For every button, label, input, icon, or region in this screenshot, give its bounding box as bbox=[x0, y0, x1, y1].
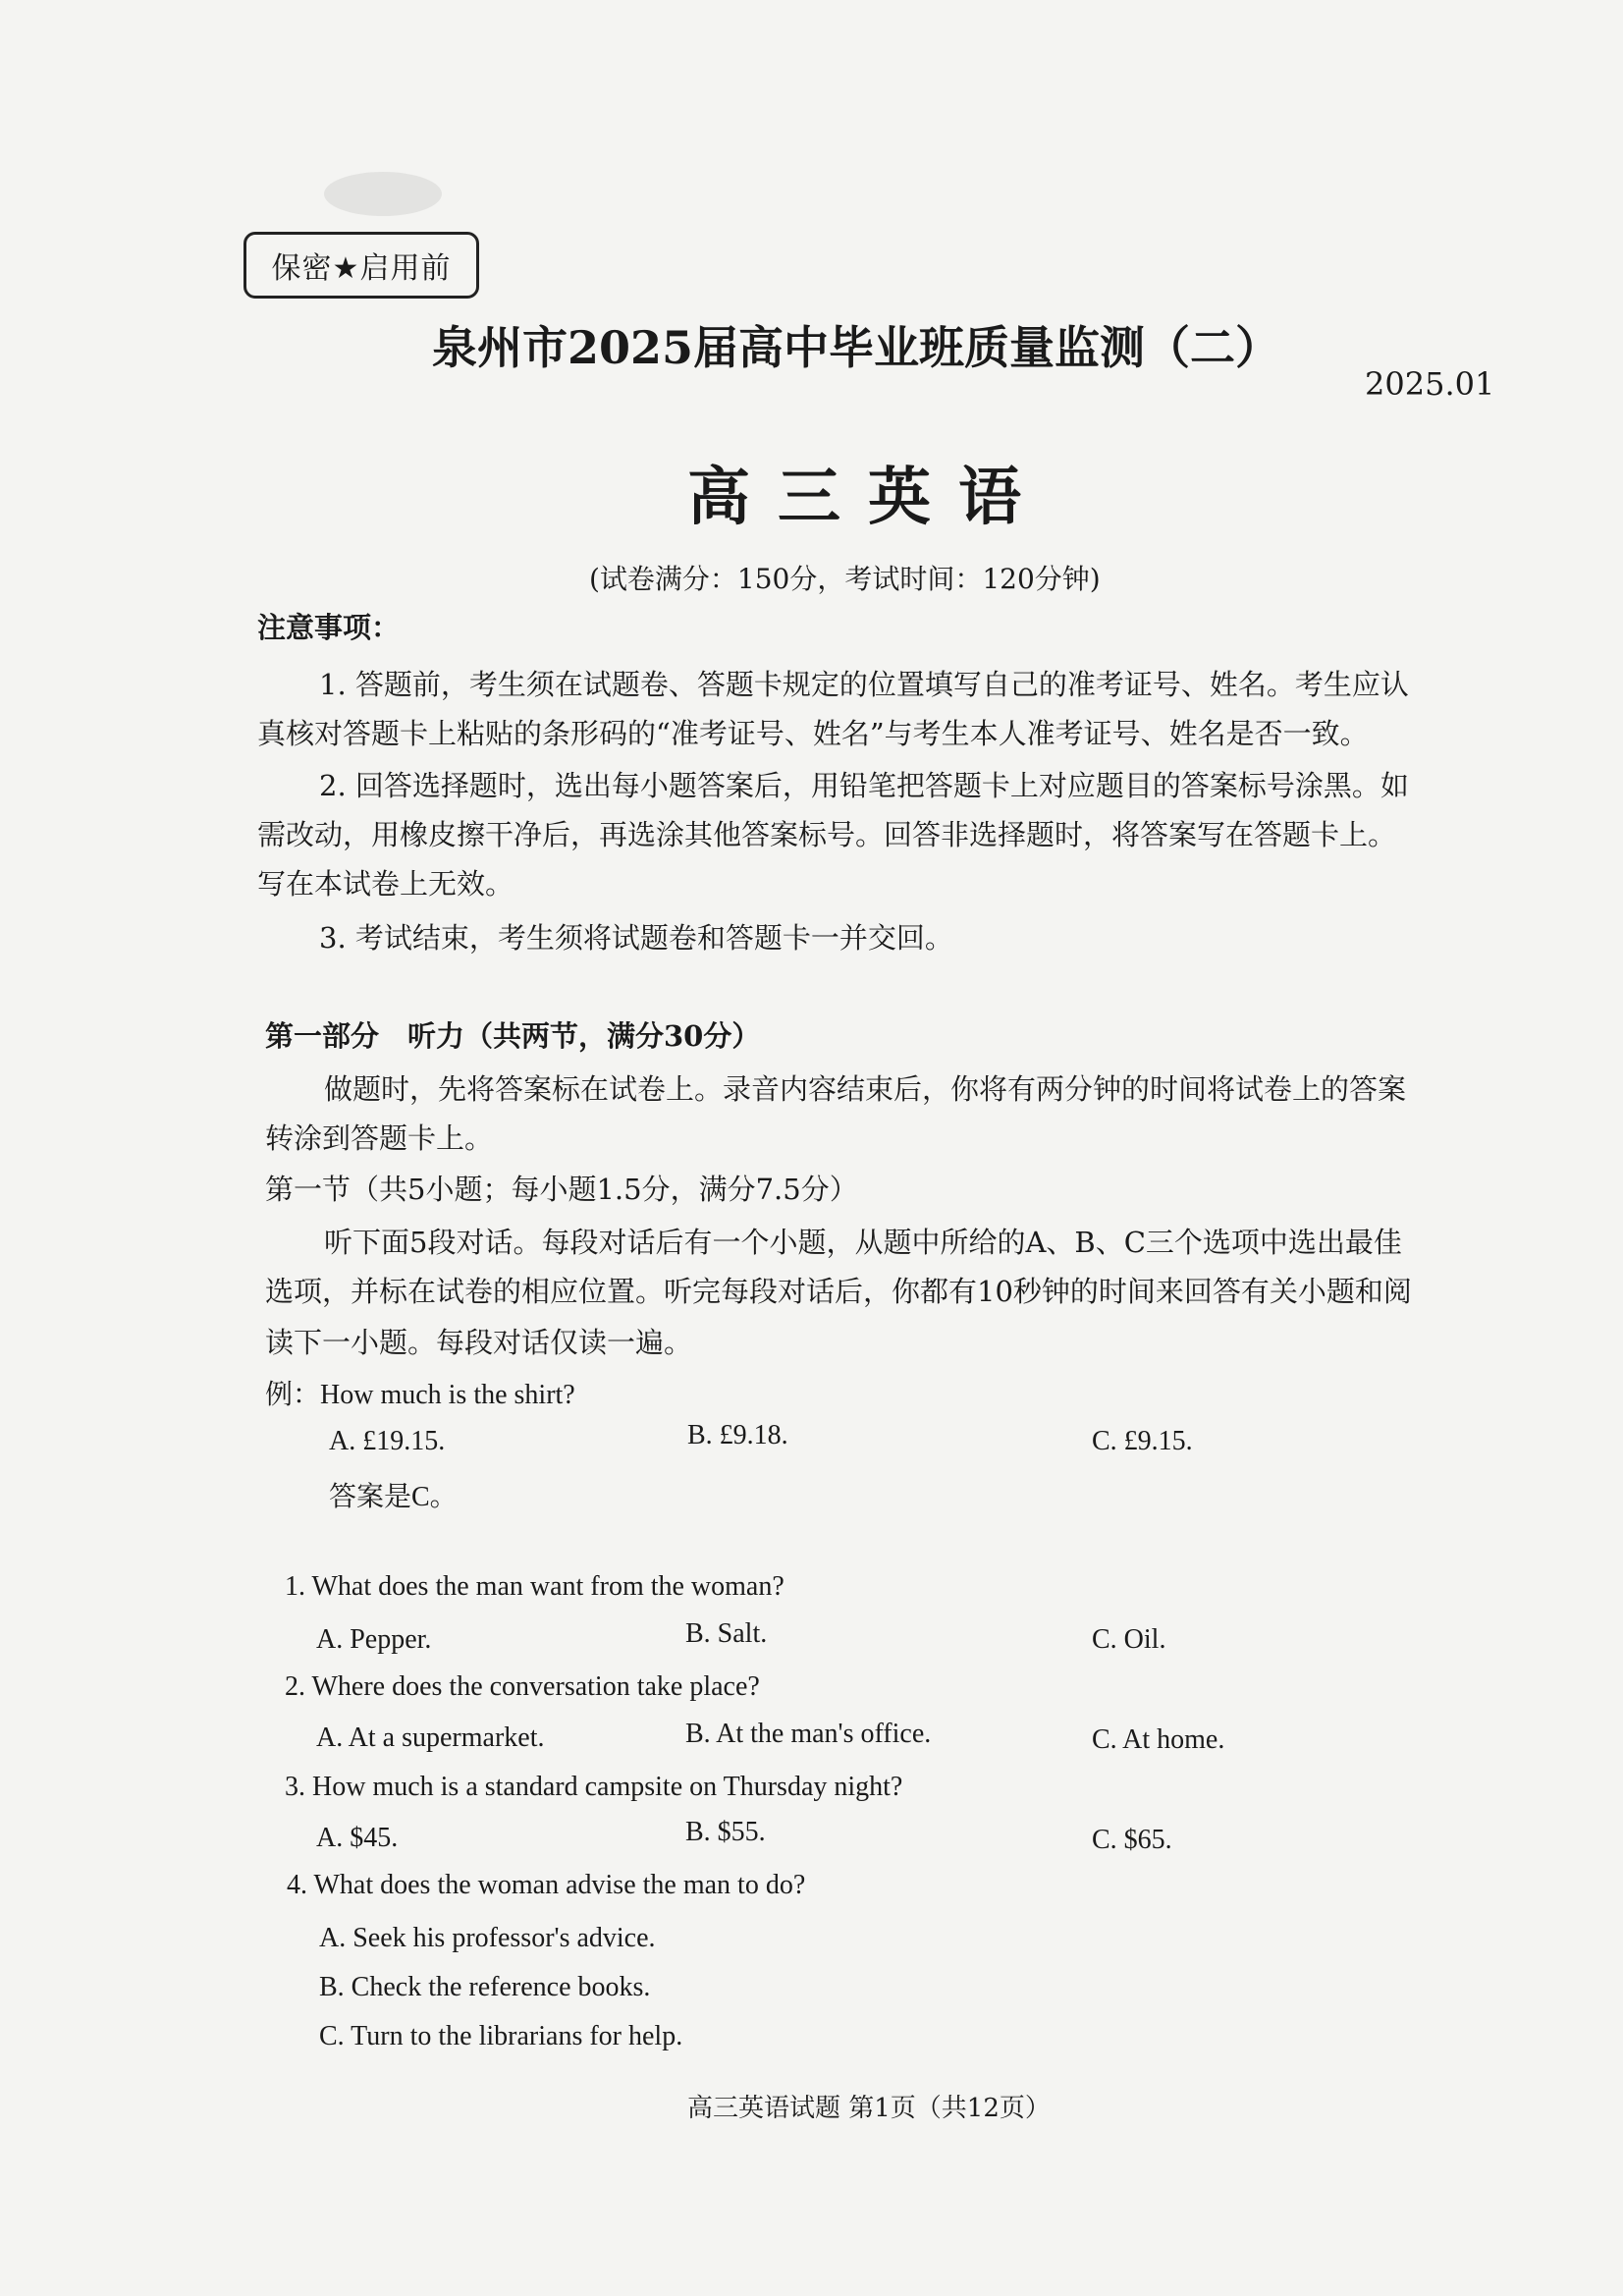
question-1-option-c: C. Oil. bbox=[1092, 1624, 1166, 1655]
example-option-c: C. £9.15. bbox=[1092, 1426, 1193, 1456]
example-answer: 答案是C。 bbox=[329, 1482, 458, 1512]
section1-desc-line-2: 选项，并标在试卷的相应位置。听完每段对话后，你都有10秒钟的时间来回答有关小题和阅 bbox=[265, 1275, 1412, 1308]
example-question: 例：How much is the shirt? bbox=[265, 1380, 575, 1410]
question-2-option-c: C. At home. bbox=[1092, 1724, 1225, 1755]
notice-heading: 注意事项： bbox=[257, 611, 401, 644]
question-2-option-b: B. At the man's office. bbox=[685, 1719, 932, 1749]
page-footer: 高三英语试题 第1页（共12页） bbox=[687, 2094, 1051, 2123]
subject-title: 高三英语 bbox=[687, 461, 1049, 534]
question-2: 2. Where does the conversation take place? bbox=[285, 1671, 760, 1702]
section1-desc-line-3: 读下一小题。每段对话仅读一遍。 bbox=[265, 1326, 693, 1359]
part1-desc-line-2: 转涂到答题卡上。 bbox=[265, 1121, 494, 1155]
question-4-option-a: A. Seek his professor's advice. bbox=[319, 1923, 656, 1953]
exam-info: (试卷满分：150分，考试时间：120分钟) bbox=[589, 563, 1101, 595]
question-1-option-a: A. Pepper. bbox=[316, 1624, 432, 1655]
question-4-option-b: B. Check the reference books. bbox=[319, 1972, 651, 2002]
notice-item-1-line-2: 真核对答题卡上粘贴的条形码的“准考证号、姓名”与考生本人准考证号、姓名是否一致。 bbox=[257, 717, 1369, 750]
question-2-option-a: A. At a supermarket. bbox=[316, 1722, 545, 1753]
question-3: 3. How much is a standard campsite on Thursday night? bbox=[285, 1772, 903, 1802]
question-3-option-c: C. $65. bbox=[1092, 1825, 1172, 1855]
exam-date: 2025.01 bbox=[1365, 365, 1495, 403]
notice-item-2-line-1: 2. 回答选择题时，选出每小题答案后，用铅笔把答题卡上对应题目的答案标号涂黑。如 bbox=[319, 769, 1409, 802]
confidential-label: 保密★启用前 bbox=[243, 232, 479, 299]
example-option-b: B. £9.18. bbox=[687, 1420, 788, 1450]
notice-item-3: 3. 考试结束，考生须将试题卷和答题卡一并交回。 bbox=[319, 921, 953, 955]
part1-heading: 第一部分 听力（共两节，满分30分） bbox=[265, 1019, 761, 1053]
part1-desc-line-1: 做题时，先将答案标在试卷上。录音内容结束后，你将有两分钟的时间将试卷上的答案 bbox=[324, 1072, 1407, 1106]
question-4: 4. What does the woman advise the man to do? bbox=[287, 1870, 806, 1900]
question-3-option-a: A. $45. bbox=[316, 1823, 399, 1853]
section1-desc-line-1: 听下面5段对话。每段对话后有一个小题，从题中所给的A、B、C三个选项中选出最佳 bbox=[324, 1226, 1402, 1259]
question-1-option-b: B. Salt. bbox=[685, 1618, 768, 1649]
question-4-option-c: C. Turn to the librarians for help. bbox=[319, 2021, 683, 2051]
example-option-a: A. £19.15. bbox=[329, 1426, 446, 1456]
question-1: 1. What does the man want from the woman? bbox=[285, 1571, 784, 1602]
section1-heading: 第一节（共5小题；每小题1.5分，满分7.5分） bbox=[265, 1173, 858, 1206]
notice-item-2-line-2: 需改动，用橡皮擦干净后，再选涂其他答案标号。回答非选择题时，将答案写在答题卡上。 bbox=[257, 818, 1397, 851]
question-3-option-b: B. $55. bbox=[685, 1817, 766, 1847]
scan-smudge bbox=[324, 172, 442, 216]
notice-item-2-line-3: 写在本试卷上无效。 bbox=[257, 867, 514, 901]
notice-item-1-line-1: 1. 答题前，考生须在试题卷、答题卡规定的位置填写自己的准考证号、姓名。考生应认 bbox=[319, 668, 1409, 701]
exam-title: 泉州市2025届高中毕业班质量监测（二） bbox=[432, 321, 1281, 374]
